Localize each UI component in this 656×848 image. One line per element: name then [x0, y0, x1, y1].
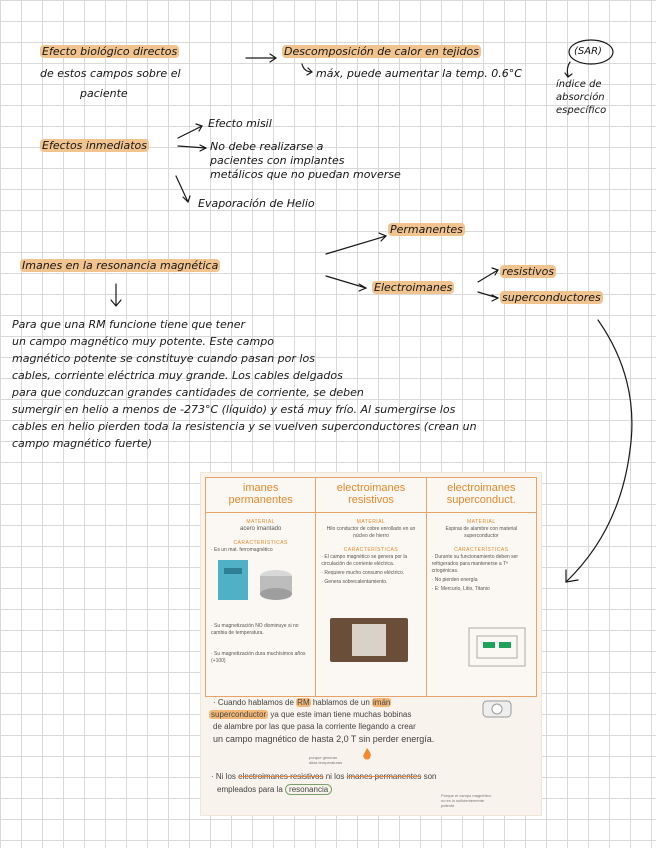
magnet-types-table	[205, 477, 537, 697]
column-title	[316, 478, 425, 513]
para-line: campo magnético fuerte)	[12, 437, 153, 450]
bottom-text-seg: son	[421, 772, 437, 781]
note-paragraph	[12, 316, 477, 452]
note-perm-1: Porque el campo magnético	[441, 793, 491, 798]
para-line: para que conduzcan grandes cantidades de corriente, se deben	[12, 386, 364, 399]
bottom-line-5	[211, 771, 436, 783]
magnet-sketch-icon	[481, 697, 517, 721]
bottom-text-resonancia: resonancia	[285, 784, 332, 795]
column-title-line2: permanentes	[228, 494, 293, 506]
material-value: Hilo conductor de cobre enrollado en un núcleo de hierro	[326, 526, 416, 539]
bottom-text-seg: hablamos de un	[310, 698, 372, 707]
column-title-line1: electroimanes	[336, 482, 406, 494]
material-value: Espiras de alambre con material superconductor	[445, 526, 518, 539]
note-decomp-title: Descomposición de calor en tejidos	[284, 45, 479, 58]
note-sar-def-2: absorción	[556, 92, 605, 103]
note-electro-label: Electroimanes	[374, 281, 453, 294]
note-decomp	[282, 44, 481, 59]
material-label: MATERIAL	[246, 519, 275, 525]
para-line: cables, corriente eléctrica muy grande. Los cables delgados	[12, 369, 343, 382]
note-electro	[372, 280, 454, 295]
note-no-implant-3: metálicos que no puedan moverse	[210, 168, 401, 181]
column-title-line2: resistivos	[348, 494, 394, 506]
column-title-line1: electroimanes	[447, 482, 516, 494]
note-no-implant-2: pacientes con implantes	[210, 154, 345, 167]
note-no-implant	[210, 140, 401, 182]
characteristics-label: CARACTERÍSTICAS	[233, 540, 288, 546]
column-title	[427, 478, 536, 513]
superconductor-diagram	[467, 624, 527, 670]
bottom-text-resistivos: electroimanes resistivos	[238, 772, 324, 781]
material-label: MATERIAL	[356, 519, 386, 525]
note-resistive	[500, 264, 556, 279]
note-bio-effects	[40, 44, 179, 59]
column-title-line1: imanes	[242, 482, 279, 494]
note-permanent-label: Permanentes	[390, 223, 463, 236]
characteristic: · Requiere mucho consumo eléctrico.	[321, 570, 405, 576]
note-sar: (SAR)	[574, 46, 602, 57]
characteristic: · Genera sobrecalentamiento.	[321, 579, 388, 585]
bottom-text-seg: ya que este iman tiene muchas bobinas	[268, 710, 412, 719]
note-supercond-label: superconductores	[502, 291, 601, 304]
note-immediate	[40, 138, 149, 153]
note-magnets-title: Imanes en la resonancia magnética	[22, 259, 219, 272]
characteristic: · Es un mat. ferromagnético	[211, 547, 273, 553]
note-perm-2: no es lo suficientemente	[441, 798, 485, 803]
column-permanent	[206, 478, 316, 696]
bottom-line-6	[217, 784, 332, 796]
bottom-text-rm: RM	[297, 698, 310, 707]
bottom-text-seg: · Ni los	[211, 772, 239, 781]
characteristic: · Durante su funcionamiento deben ser refrigerados para mantenerse a Tª criogénicas.	[431, 554, 519, 574]
column-resistive	[316, 478, 426, 696]
bottom-text-permanentes: imanes permanentes	[346, 772, 422, 781]
note-sar-def	[556, 78, 606, 117]
note-permanent	[388, 222, 465, 237]
para-line: magnético potente se constituye cuando pasan por los	[12, 352, 315, 365]
note-bio-effects-line2: de estos campos sobre el	[40, 67, 181, 80]
bottom-line-1	[213, 697, 391, 709]
note-supercond	[500, 290, 603, 305]
characteristic: · Su magnetización NO disminuye si no cambia de temperatura.	[211, 623, 299, 636]
note-fire-2: altas temperaturas	[309, 760, 343, 765]
note-sar-def-1: índice de	[556, 79, 602, 90]
bottom-line-2	[209, 709, 411, 721]
note-perm	[441, 793, 491, 808]
column-title	[206, 478, 315, 513]
para-line: Para que una RM funcione tiene que tener	[12, 318, 245, 331]
material-label: MATERIAL	[467, 519, 496, 525]
note-bio-effects-title: Efecto biológico directos	[42, 45, 178, 58]
bottom-text-seg: ni los	[323, 772, 347, 781]
note-missile: Efecto misil	[208, 117, 272, 130]
magnet-types-card	[200, 472, 542, 816]
characteristic: · Su magnetización dura muchísimos años (+100)	[211, 651, 306, 664]
note-resistive-label: resistivos	[502, 265, 555, 278]
note-bio-effects-line3: paciente	[80, 87, 128, 100]
material-value: acero imantado	[239, 526, 282, 532]
note-fire-1: porque generan	[309, 755, 338, 760]
note-temp: máx, puede aumentar la temp. 0.6°C	[316, 67, 522, 80]
note-perm-3: potente	[441, 803, 455, 808]
column-title-line2: superconduct.	[446, 494, 516, 506]
fire-icon	[361, 747, 373, 761]
characteristic: · No pierden energía	[431, 577, 478, 583]
note-no-implant-1: No debe realizarse a	[210, 140, 324, 153]
note-magnets	[20, 258, 220, 273]
bottom-text-supercond: superconductor	[211, 710, 267, 719]
characteristics-label: CARACTERÍSTICAS	[343, 547, 399, 553]
para-line: cables en helio pierden toda la resistencia y se vuelven superconductores (crean un	[12, 420, 477, 433]
bottom-text-seg: empleados para la	[217, 785, 286, 794]
note-immediate-title: Efectos inmediatos	[42, 139, 147, 152]
characteristic: · E: Mercurio, Litio, Titanio	[431, 586, 490, 592]
magnet-illustration	[218, 558, 302, 604]
note-sar-def-3: específico	[556, 105, 607, 116]
para-line: sumergir en helio a menos de -273°C (líquido) y está muy frío. Al sumergirse los	[12, 403, 456, 416]
column-superconductor	[427, 478, 536, 696]
characteristics-label: CARACTERÍSTICAS	[454, 547, 509, 553]
resistive-magnet-photo	[330, 618, 408, 662]
para-line: un campo magnético muy potente. Este campo	[12, 335, 274, 348]
characteristic: · El campo magnético se genera por la circulación de corriente eléctrica.	[321, 554, 408, 567]
bottom-line-3: de alambre por las que pasa la corriente llegando a crear	[213, 722, 416, 731]
note-fire	[309, 755, 342, 765]
bottom-text-iman: imán	[373, 698, 391, 707]
note-helium: Evaporación de Helio	[198, 197, 315, 210]
bottom-line-4: un campo magnético de hasta 2,0 T sin perder energía.	[213, 734, 435, 744]
bottom-text-seg: · Cuando hablamos de	[213, 698, 297, 707]
